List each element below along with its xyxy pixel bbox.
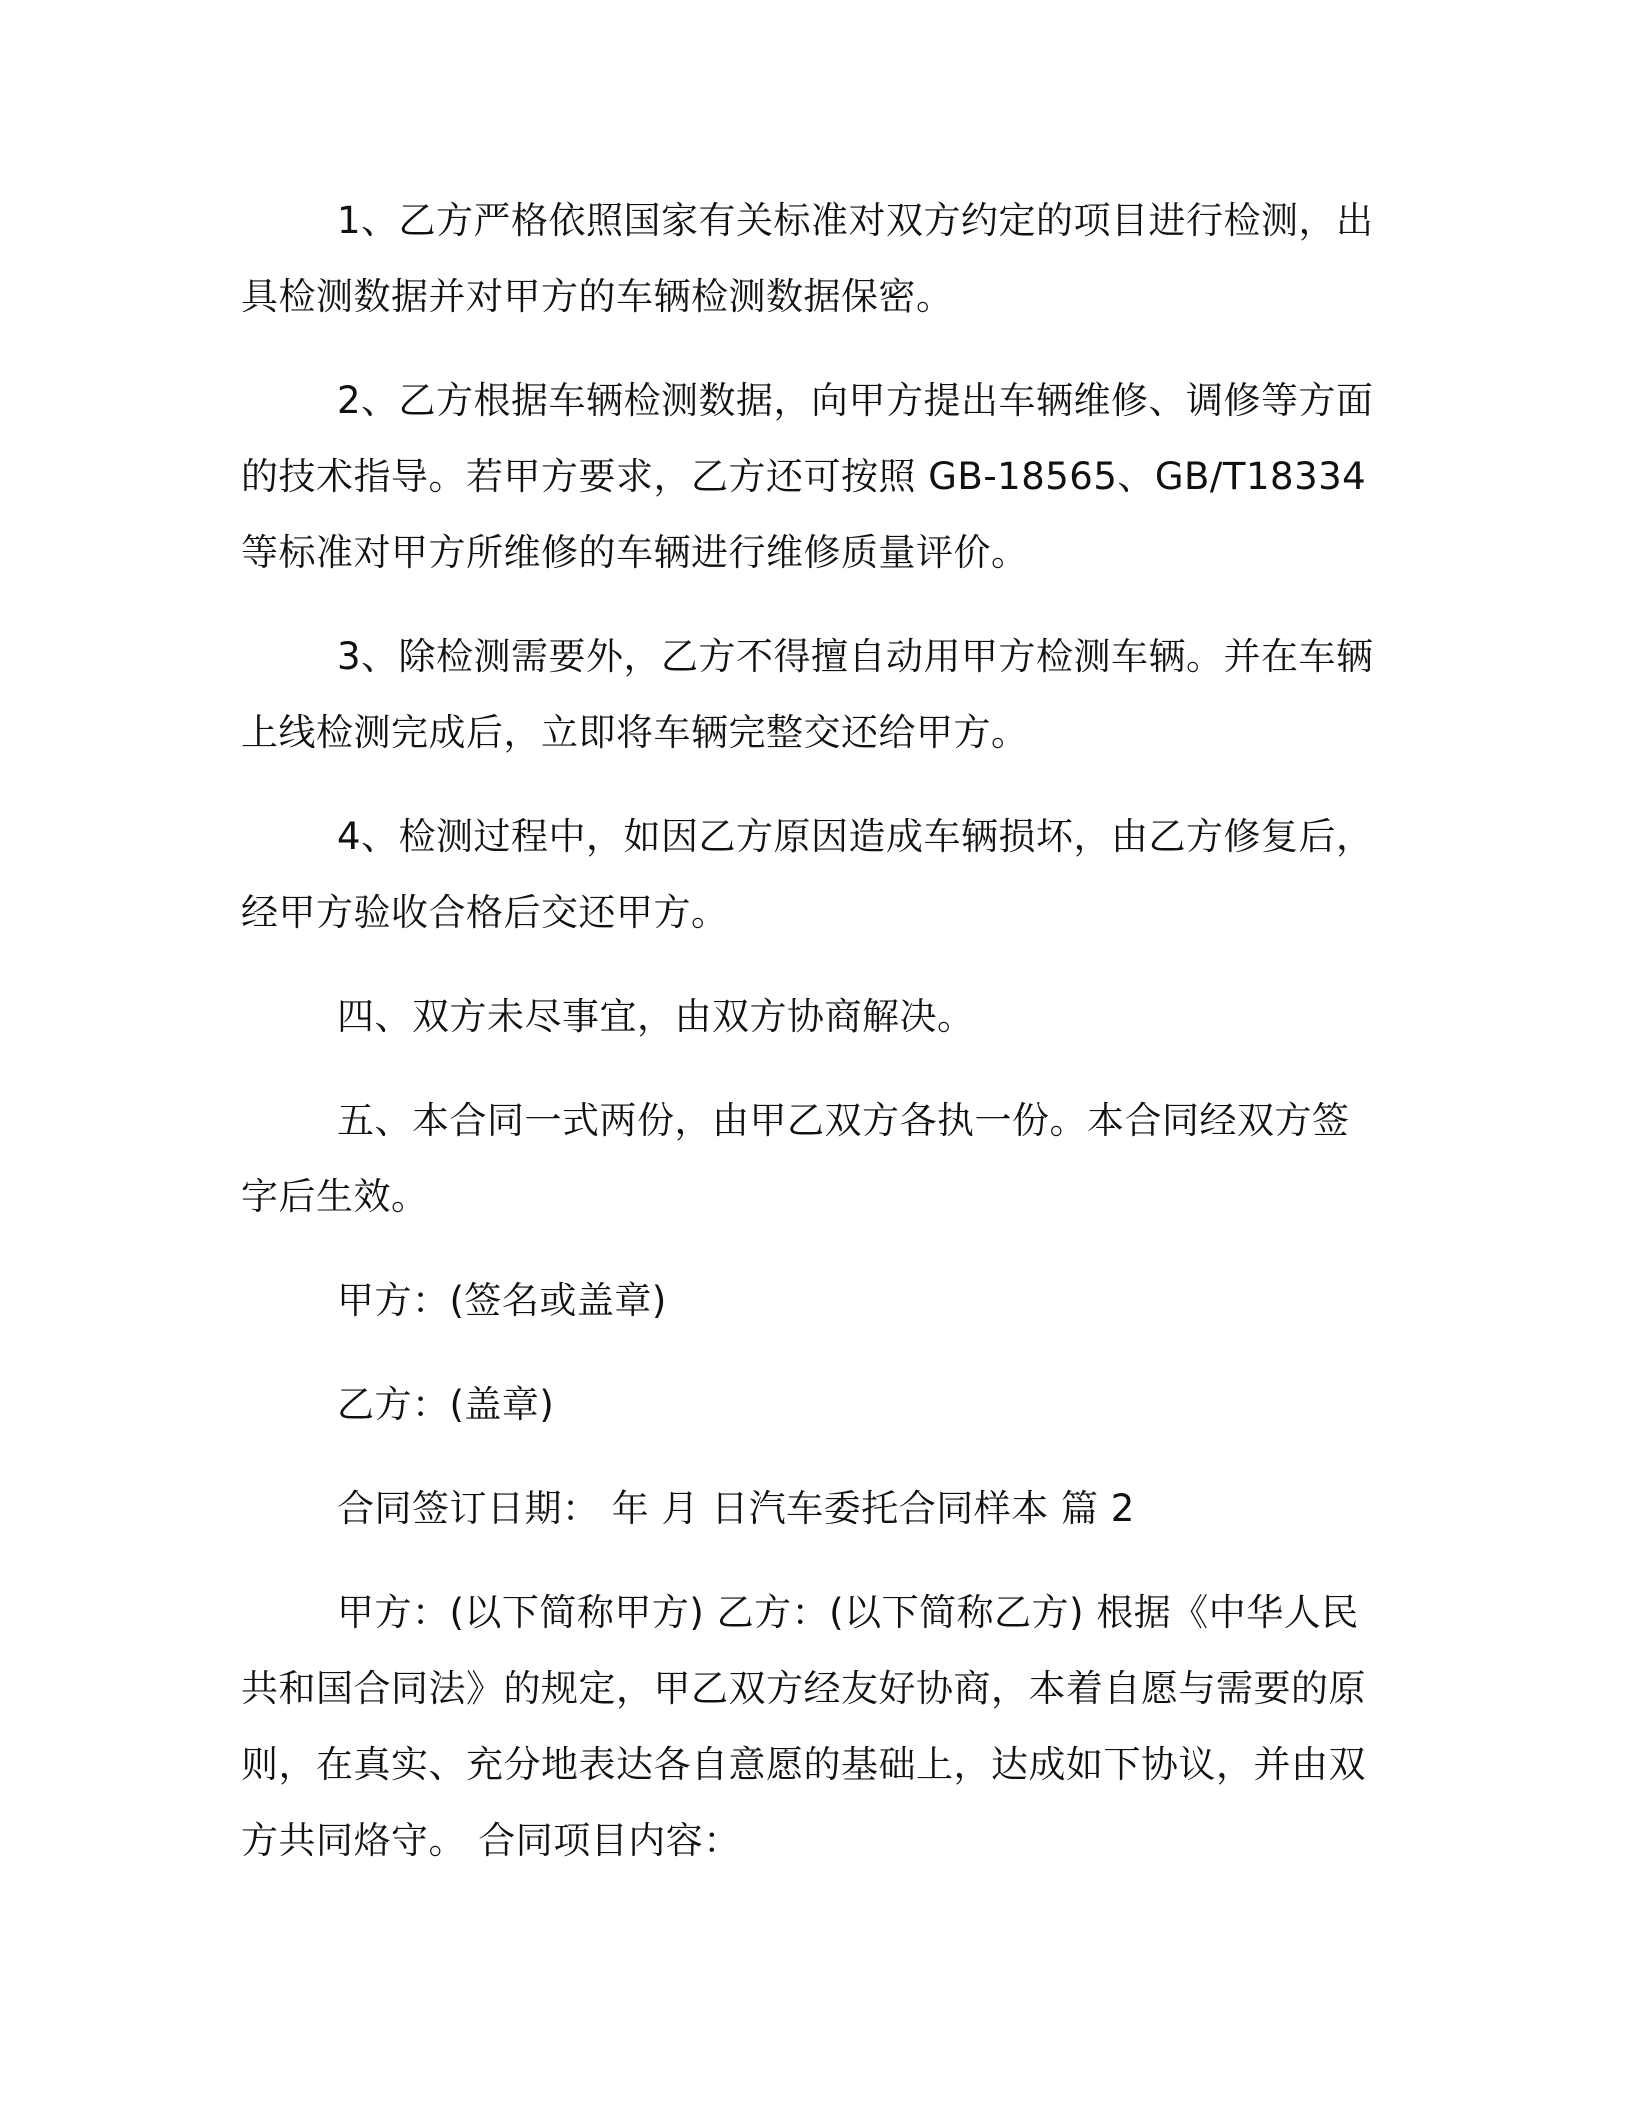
paragraph-gap — [241, 951, 1381, 979]
paragraph-gap — [241, 591, 1381, 619]
paragraph-gap — [241, 1339, 1381, 1367]
paragraph-gap — [241, 771, 1381, 799]
paragraph-contract-2-intro: 甲方：(以下简称甲方) 乙方：(以下简称乙方) 根据《中华人民共和国合同法》的规定，甲乙双方经友好协商，本着自愿与需要的原则，在真实、充分地表达各自意愿的基础上，达成如下协议，并由双方共同烙守。 合同项目内容： — [241, 1591, 1366, 1862]
paragraph-gap — [241, 1235, 1381, 1263]
paragraph-section-4: 四、双方未尽事宜，由双方协商解决。 — [337, 995, 975, 1038]
paragraph-gap — [241, 1547, 1381, 1575]
paragraph-clause-2: 2、乙方根据车辆检测数据，向甲方提出车辆维修、调修等方面的技术指导。若甲方要求，乙方还可按照 GB-18565、GB/T18334 等标准对甲方所维修的车辆进行维修质量评价。 — [241, 379, 1374, 574]
paragraph-clause-1: 1、乙方严格依照国家有关标准对双方约定的项目进行检测，出具检测数据并对甲方的车辆检测数据保密。 — [241, 199, 1374, 318]
contract-date-line: 合同签订日期： 年 月 日汽车委托合同样本 篇 2 — [337, 1487, 1135, 1530]
paragraph-gap — [241, 335, 1381, 363]
document-body — [241, 183, 1381, 1879]
paragraph-gap — [241, 1055, 1381, 1083]
party-b-signature-line: 乙方：(盖章) — [337, 1383, 555, 1426]
paragraph-gap — [241, 1443, 1381, 1471]
paragraph-section-5: 五、本合同一式两份，由甲乙双方各执一份。本合同经双方签字后生效。 — [241, 1099, 1350, 1218]
paragraph-clause-4: 4、检测过程中，如因乙方原因造成车辆损坏，由乙方修复后，经甲方验收合格后交还甲方。 — [241, 815, 1374, 934]
paragraph-clause-3: 3、除检测需要外，乙方不得擅自动用甲方检测车辆。并在车辆上线检测完成后，立即将车辆完整交还给甲方。 — [241, 635, 1374, 754]
party-a-signature-line: 甲方：(签名或盖章) — [337, 1279, 667, 1322]
